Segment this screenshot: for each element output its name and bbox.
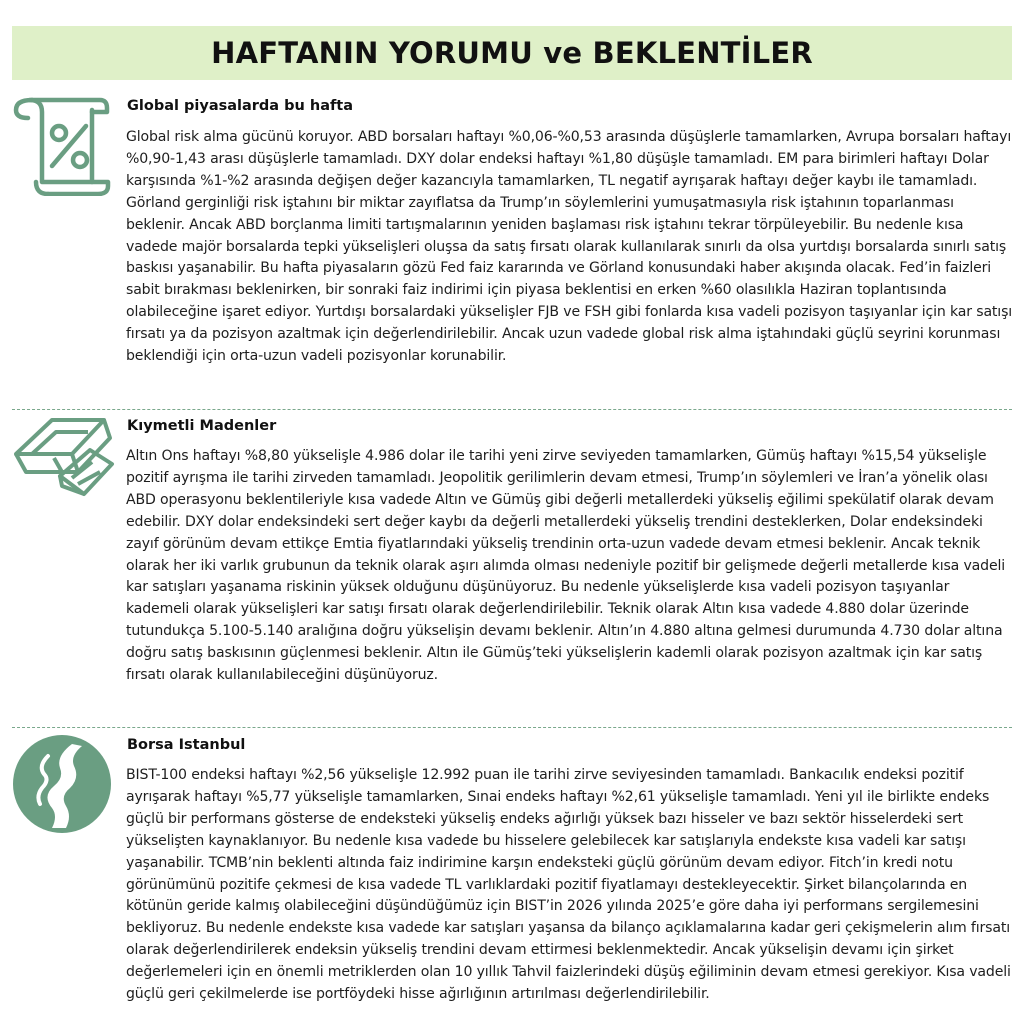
percent-scroll-icon [12,96,112,196]
bosphorus-logo-icon [12,734,112,834]
section-title: Borsa Istanbul [127,737,246,753]
section-body: BIST-100 endeksi haftayı %2,56 yükselişle 12.992 puan ile tarihi zirve seviyesinden tamamladı. Bankacılık endeksi pozitif ayrışarak haftayı %5,77 yükselişle tamamlarken, Sınai endeks haftayı %2,61 yükselişle tamamladı. Yeni yıl ile birlikte endeks güçlü bir performans gösterse de endeksteki yükseliş endeks ağırlığı yüksek bazı hisseler ve bazı sektör hisselerdeki sert yükselişten kaynaklanıyor. Bu nedenle kısa vadede bu hisselere gelebilecek kar satışlarıyla endekste kısa vadeli kar satışı yaşanabilir. TCMB’nin beklenti altında faiz indirimine karşın endeksteki güçlü görünüm devam ediyor. Fitch’in kredi notu görünümünü pozitife çekmesi de kısa vadede TL varlıklardaki pozitif fiyatlamayı destekleyecektir. Şirket bilançolarında en kötünün geride kalmış olabileceğini düşündüğümüz için BIST’in 2026 yılında 2025’e göre daha iyi performans sergilemesini bekliyoruz. Bu nedenle endekste kısa vadede kar satışları yaşansa da bilanço açıklamalarına kadar geri çekişmelerin alım fırsatı olarak değerlendirilerek endeksin yükseliş trendini devam ettirmesi beklenmektedir. Ancak yükselişin devamı için şirket değerlemeleri için en önemli metriklerden olan 10 yıllık Tahvil faizlerindeki düşüş eğiliminin devam etmesi gerekiyor. Kısa vadeli güçlü geri çekilmelerde ise portföydeki hisse ağırlığının artırılması değerlendirilebilir. [126,767,1011,1003]
section-divider [12,727,1012,728]
section-body: Altın Ons haftayı %8,80 yükselişle 4.986 dolar ile tarihi yeni zirve seviyeden tamamlarken, Gümüş haftayı %15,54 yükselişle pozitif ayrışma ile tarihi zirveden tamamladı. Jeopolitik gerilimlerin devam etmesi, Trump’ın söylemleri ve İran’a yönelik olası ABD operasyonu beklentileriyle kısa vadede Altın ve Gümüş gibi değerli metallerdeki yükseliş eğilimi spekülatif olarak devam edebilir. DXY dolar endeksindeki sert değer kaybı da değerli metallerdeki yükseliş trendini desteklerken, Dolar endeksindeki zayıf görünüm devam ettikçe Emtia fiyatlarındaki yükseliş trendinin orta-uzun vadede devam etmesi beklenir. Ancak teknik olarak her iki varlık grubunun da teknik olarak aşırı alımda olması nedeniyle pozitif bir gelişmede değerli metallerde kısa vadeli kar satışları yaşanama riskinin yüksek olduğunu düşünüyoruz. Bu nedenle yükselişlerde kısa vadeli pozisyon taşıyanlar kademeli olarak yükselişleri kar satışı fırsatı olarak değerlendirilebilir. Teknik olarak Altın kısa vadede 4.880 dolar üzerinde tutundukça 5.100-5.140 aralığına doğru yükselişin devamı beklenir. Altın’ın 4.880 altına gelmesi durumunda 4.730 dolar altına doğru satış baskısının güçlenmesi beklenir. Altın ile Gümüş’teki yükselişlerin kademli olarak pozisyon azaltmak için kar satış fırsatı olarak kullanılabileceğini düşünüyoruz. [126,448,1005,684]
page-header [12,26,1012,80]
section-body: Global risk alma gücünü koruyor. ABD borsaları haftayı %0,06-%0,53 arasında düşüşlerle tamamlarken, Avrupa borsaları haftayı %0,90-1,43 arası düşüşlerle tamamladı. DXY dolar endeksi haftayı %1,80 düşüşle tamamladı. EM para birimleri haftayı Dolar karşısında %1-%2 arasında değişen değer kazancıyla tamamlarken, TL negatif ayrışarak haftayı değer kaybı ile tamamladı. Görland gerginliği risk iştahını bir miktar zayıflatsa da Trump’ın söylemlerini yumuşatmasıyla risk iştahının toparlanması beklenir. Ancak ABD borçlanma limiti tartışmalarının yeniden başlaması risk iştahını tekrar törpüleyebilir. Bu nedenle kısa vadede majör borsalarda tepki yükselişleri oluşsa da satış fırsatı olarak kullanılarak sınırlı da olsa yurtdışı borsalarda sınırlı satış baskısı yaşanabilir. Bu hafta piyasaların gözü Fed faiz kararında ve Görland konusundaki haber akışında olacak. Fed’in faizleri sabit bırakması beklenirken, bir sonraki faiz indirimi için piyasa beklentisi en erken %60 olasılıkla Haziran toplantısında olabileceğine işaret ediyor. Yurtdışı borsalardaki yükselişler FJB ve FSH gibi fonlarda kısa vadeli pozisyon taşıyanlar için kar satışı fırsatı ya da pozisyon azaltmak için değerlendirilebilir. Ancak uzun vadede global risk alma iştahındaki güçlü seyrini korunması beklendiği için orta-uzun vadeli pozisyonlar korunabilir. [126,129,1013,365]
page-title: HAFTANIN YORUMU ve BEKLENTİLER [211,36,813,70]
section-title: Global piyasalarda bu hafta [127,98,354,114]
gold-bars-icon [12,414,116,498]
section-divider [12,409,1012,410]
section-title: Kıymetli Madenler [127,418,277,434]
